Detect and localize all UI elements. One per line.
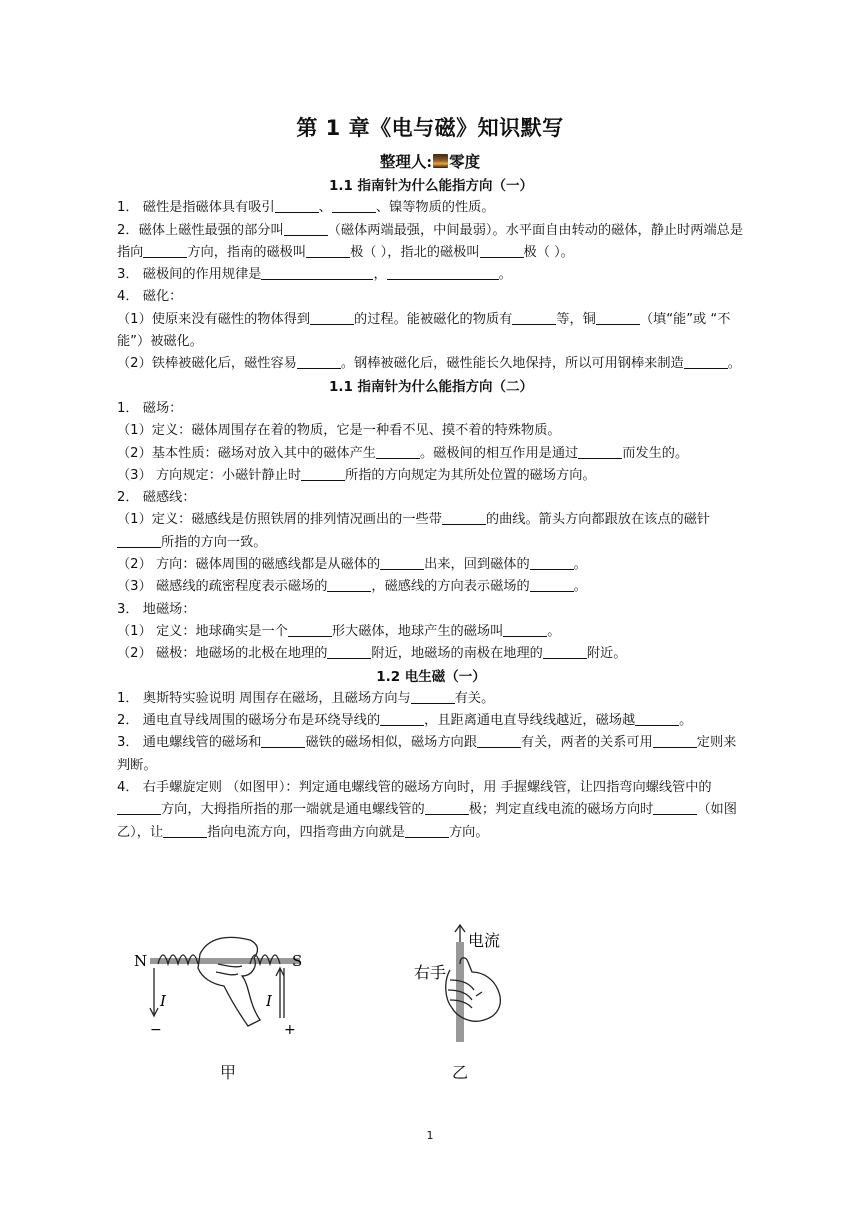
fill-in-blank[interactable] xyxy=(530,555,574,570)
fill-in-blank[interactable] xyxy=(143,243,187,258)
text-segment: （3） 方向规定：小磁针静止时 xyxy=(117,467,302,483)
pole-s-label: S xyxy=(292,952,303,970)
text-segment: （1） 定义：地球确实是一个 xyxy=(117,623,288,639)
text-segment: 所指的方向规定为其所处位置的磁场方向。 xyxy=(345,467,596,483)
question-line xyxy=(117,710,745,732)
question-line xyxy=(117,353,745,375)
text-segment: 。 xyxy=(498,267,512,283)
fill-in-blank[interactable] xyxy=(578,444,622,459)
text-segment: （2）基本性质：磁场对放入其中的磁体产生 xyxy=(117,445,376,461)
fill-in-blank[interactable] xyxy=(543,644,587,659)
fill-in-blank[interactable] xyxy=(306,243,350,258)
author-name: 零度 xyxy=(449,152,481,171)
wire-hand-illustration xyxy=(410,922,520,1052)
author-prefix: 整理人: xyxy=(379,152,433,171)
fill-in-blank[interactable] xyxy=(530,577,574,592)
fill-in-blank[interactable] xyxy=(327,644,371,659)
minus-terminal: − xyxy=(150,1022,162,1038)
fill-in-blank[interactable] xyxy=(288,622,332,637)
fill-in-blank[interactable] xyxy=(332,198,376,213)
text-segment: ，且距离通电直导线线越近，磁场越 xyxy=(424,713,636,729)
fill-in-blank[interactable] xyxy=(380,711,424,726)
fill-in-blank[interactable] xyxy=(635,711,679,726)
solenoid-hand-illustration xyxy=(130,924,310,1044)
question-line xyxy=(117,465,745,487)
page-number: 1 xyxy=(426,1129,434,1142)
pole-n-label: N xyxy=(134,952,148,970)
text-segment: 方向，大拇指所指的那一端就是通电螺线管的 xyxy=(161,802,425,818)
text-segment: 1． 磁场： xyxy=(117,400,183,416)
question-line xyxy=(117,554,745,576)
fill-in-blank[interactable] xyxy=(425,800,469,815)
text-segment: 3． 磁极间的作用规律是 xyxy=(117,267,262,283)
question-line xyxy=(117,777,745,844)
text-segment: 。磁极间的相互作用是通过 xyxy=(419,445,579,461)
section-heading: 1.1 指南针为什么能指方向（二） xyxy=(328,378,534,395)
text-segment: 。 xyxy=(679,713,693,729)
fill-in-blank[interactable] xyxy=(480,243,524,258)
question-line xyxy=(117,688,745,710)
fill-in-blank[interactable] xyxy=(275,198,319,213)
question-line xyxy=(117,621,745,643)
question-line xyxy=(117,487,745,509)
text-segment: 极（ ），指北的磁极叫 xyxy=(350,244,480,260)
fill-in-blank[interactable] xyxy=(376,444,420,459)
text-segment: 4． 右手螺旋定则 （如图甲）：判定通电螺线管的磁场方向时，用 手握螺线管，让四指弯向螺线管中的 xyxy=(117,780,712,796)
text-segment: 2． 磁感线： xyxy=(117,490,196,506)
fill-in-blank[interactable] xyxy=(301,466,345,481)
text-segment: 等，铜 xyxy=(556,311,596,327)
question-line xyxy=(117,398,745,420)
question-line xyxy=(117,420,745,442)
text-segment: 定则来判断。 xyxy=(117,735,737,773)
fill-in-blank[interactable] xyxy=(442,510,486,525)
text-segment: 。钢棒被磁化后，磁性能长久地保持，所以可用钢棒来制造 xyxy=(340,356,684,372)
figure-jia-caption: 甲 xyxy=(220,1063,237,1082)
fill-in-blank[interactable] xyxy=(380,555,424,570)
text-segment: 。 xyxy=(727,356,741,372)
question-line xyxy=(117,220,745,265)
text-segment: 附近，地磁场的南极在地理的 xyxy=(371,646,543,662)
fill-in-blank[interactable] xyxy=(387,265,499,280)
text-segment: 所指的方向一致。 xyxy=(161,534,267,550)
plus-terminal: + xyxy=(284,1022,296,1038)
text-segment: （1）定义：磁体周围存在着的物质，它是一种看不见、摸不着的特殊物质。 xyxy=(117,423,561,439)
text-segment: 、镍等物质的性质。 xyxy=(375,200,495,216)
section-heading: 1.2 电生磁（一） xyxy=(376,668,486,685)
text-segment: （1）定义：磁感线是仿照铁屑的排列情况画出的一些带 xyxy=(117,512,442,528)
text-segment: 极（ ）。 xyxy=(523,244,574,260)
fill-in-blank[interactable] xyxy=(653,800,697,815)
question-line xyxy=(117,309,745,354)
text-segment: 方向，指南的磁极叫 xyxy=(187,244,307,260)
fill-in-blank[interactable] xyxy=(512,310,556,325)
fill-in-blank[interactable] xyxy=(684,354,728,369)
figure-yi xyxy=(410,922,520,1056)
fill-in-blank[interactable] xyxy=(163,823,207,838)
question-line xyxy=(117,197,745,219)
question-line xyxy=(117,264,745,286)
text-segment: （3） 磁感线的疏密程度表示磁场的 xyxy=(117,579,328,595)
question-line xyxy=(117,443,745,465)
figure-jia xyxy=(130,924,310,1048)
text-segment: 3． 通电螺线管的磁场和 xyxy=(117,735,262,751)
section-heading: 1.1 指南针为什么能指方向（一） xyxy=(328,178,534,194)
question-line xyxy=(117,643,745,665)
text-segment: 2． 通电直导线周围的磁场分布是环绕导线的 xyxy=(117,713,381,729)
text-segment: 2．磁体上磁性最强的部分叫 xyxy=(117,222,284,238)
text-segment: ，磁感线的方向表示磁场的 xyxy=(371,579,530,595)
fill-in-blank[interactable] xyxy=(117,800,161,815)
text-segment: 。 xyxy=(573,579,587,595)
question-line xyxy=(117,509,745,554)
sunset-icon xyxy=(433,154,448,168)
document-title: 第 1 章《电与磁》知识默写 xyxy=(296,116,564,140)
question-line xyxy=(117,599,745,621)
text-segment: ， xyxy=(373,267,387,283)
text-segment: 1． 奥斯特实验说明 周围存在磁场，且磁场方向与 xyxy=(117,690,411,706)
fill-in-blank[interactable] xyxy=(284,221,328,236)
text-segment: 。 xyxy=(547,623,561,639)
text-segment: 而发生的。 xyxy=(622,445,689,461)
text-segment: （2）铁棒被磁化后，磁性容易 xyxy=(117,356,297,372)
document-body xyxy=(117,175,745,844)
question-line xyxy=(117,286,745,308)
text-segment: 。 xyxy=(573,557,587,573)
fill-in-blank[interactable] xyxy=(477,733,521,748)
text-segment: 的过程。能被磁化的物质有 xyxy=(354,311,513,327)
current-left-label: I xyxy=(160,992,166,1010)
text-segment: （磁体两端最强，中间最弱）。水平面自由转动的磁体，静止时两端总是指向 xyxy=(117,222,744,260)
text-segment: 方向。 xyxy=(448,824,489,840)
fill-in-blank[interactable] xyxy=(653,733,697,748)
text-segment: （如图乙），让 xyxy=(117,802,737,840)
text-segment: 3． 地磁场： xyxy=(117,601,196,617)
text-segment: 4． 磁化： xyxy=(117,289,183,305)
text-segment: （1）使原来没有磁性的物体得到 xyxy=(117,311,311,327)
figure-yi-caption: 乙 xyxy=(452,1063,469,1082)
question-line xyxy=(117,576,745,598)
fill-in-blank[interactable] xyxy=(261,265,373,280)
fill-in-blank[interactable] xyxy=(411,689,455,704)
fill-in-blank[interactable] xyxy=(503,622,547,637)
text-segment: 极；判定直线电流的磁场方向时 xyxy=(468,802,654,818)
text-segment: 的曲线。箭头方向都跟放在该点的磁针 xyxy=(485,512,711,528)
text-segment: 出来，回到磁体的 xyxy=(424,557,530,573)
text-segment: 磁铁的磁场相似，磁场方向跟 xyxy=(305,735,477,751)
fill-in-blank[interactable] xyxy=(596,310,640,325)
text-segment: （2） 磁极：地磁场的北极在地理的 xyxy=(117,646,328,662)
question-line xyxy=(117,732,745,777)
text-segment: 指向电流方向，四指弯曲方向就是 xyxy=(207,824,405,840)
author-line xyxy=(0,150,860,172)
current-direction-label: 电流 xyxy=(468,931,501,950)
fill-in-blank[interactable] xyxy=(261,733,305,748)
text-segment: 、 xyxy=(318,200,332,216)
current-right-label: I xyxy=(266,992,272,1010)
text-segment: 1． 磁性是指磁体具有吸引 xyxy=(117,200,275,216)
text-segment: （填“能”或 “不能”）被磁化。 xyxy=(117,311,731,350)
fill-in-blank[interactable] xyxy=(327,577,371,592)
text-segment: 有关。 xyxy=(454,690,495,706)
text-segment: 附近。 xyxy=(586,646,627,662)
fill-in-blank[interactable] xyxy=(310,310,354,325)
fill-in-blank[interactable] xyxy=(117,533,161,548)
fill-in-blank[interactable] xyxy=(405,823,449,838)
right-hand-label: 右手 xyxy=(414,963,447,982)
fill-in-blank[interactable] xyxy=(297,354,341,369)
text-segment: 形大磁体，地球产生的磁场叫 xyxy=(331,623,504,639)
text-segment: （2） 方向：磁体周围的磁感线都是从磁体的 xyxy=(117,557,381,573)
text-segment: 有关，两者的关系可用 xyxy=(520,735,653,751)
